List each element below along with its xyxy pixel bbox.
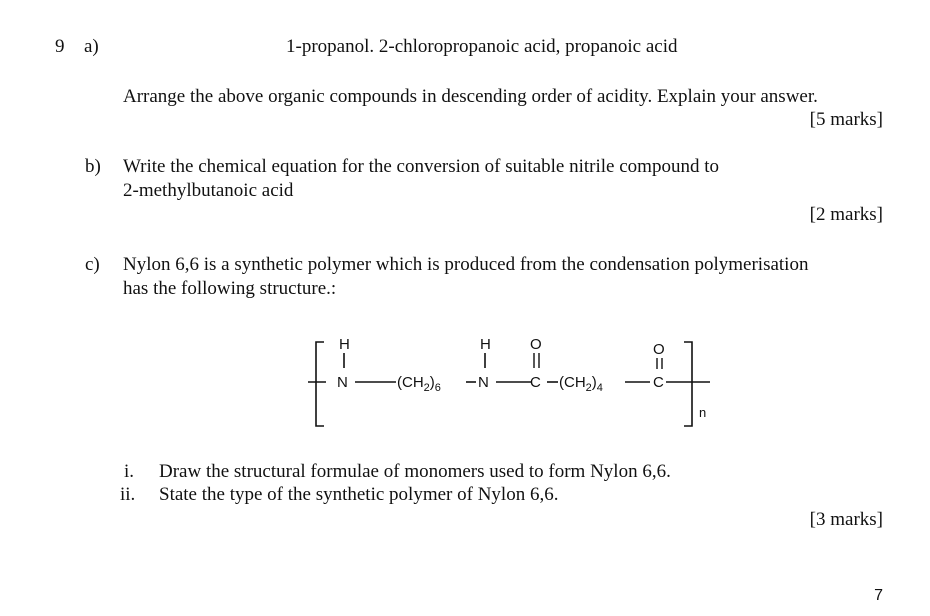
part-b-label: b): [85, 156, 101, 177]
right-bracket: [684, 342, 692, 426]
c2-text: C: [653, 374, 664, 391]
n2-text: N: [478, 374, 489, 391]
part-a-marks: [5 marks]: [809, 109, 883, 130]
part-c-marks: [3 marks]: [809, 509, 883, 530]
repeat-n-text: n: [699, 405, 707, 420]
o1-text: O: [530, 336, 542, 353]
nylon-structure-svg: [300, 332, 720, 432]
n1-text: N: [337, 374, 348, 391]
sub-ii-text: State the type of the synthetic polymer of Nylon 6,6.: [159, 484, 559, 505]
o2-text: O: [653, 341, 665, 358]
part-a-compounds: 1-propanol. 2-chloropropanoic acid, propanoic acid: [286, 36, 678, 57]
nylon-structure: [300, 332, 720, 432]
h2-text: H: [480, 336, 491, 353]
part-c-line2: has the following structure.:: [123, 278, 337, 299]
left-bracket: [316, 342, 324, 426]
sub-i-text: Draw the structural formulae of monomers used to form Nylon 6,6.: [159, 461, 671, 482]
part-a-label: a): [84, 36, 99, 57]
sub-i-label: i.: [124, 461, 135, 482]
c1-text: C: [530, 374, 541, 391]
sub-ii-label: ii.: [120, 484, 136, 505]
ch2-4-text: $(CH_2)_4$: [559, 374, 603, 394]
part-b-marks: [2 marks]: [809, 204, 883, 225]
question-number: 9: [55, 36, 65, 57]
part-c-line1: Nylon 6,6 is a synthetic polymer which is produced from the condensation polymerisation: [123, 254, 809, 275]
part-b-line2: 2-methylbutanoic acid: [123, 180, 294, 201]
h1-text: H: [339, 336, 350, 353]
part-a-instruction: Arrange the above organic compounds in descending order of acidity. Explain your answer.: [123, 86, 818, 107]
part-b-line1: Write the chemical equation for the conversion of suitable nitrile compound to: [123, 156, 719, 177]
page-number: 7: [874, 587, 883, 604]
ch2-6-text: $(CH_2)_6$: [397, 374, 441, 394]
part-c-label: c): [85, 254, 100, 275]
